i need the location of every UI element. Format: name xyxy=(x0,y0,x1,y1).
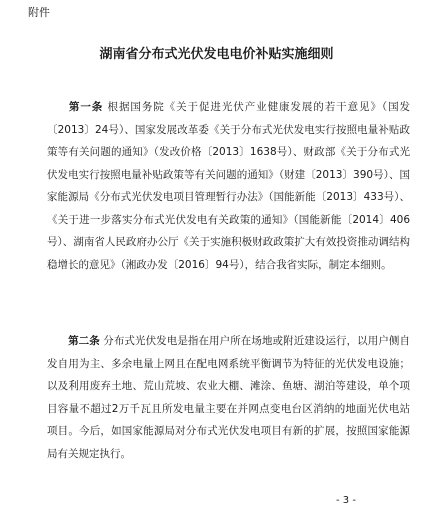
article-text: 分布式光伏发电是指在用户所在场地或附近建设运行，以用户侧自发自用为主、多余电量上网且在配电网系统平衡调节为特征的光伏发电设施；以及利用废弃土地、荒山荒坡、农业大棚、滩涂、鱼塘、湖泊等建设，单个项目容量不超过2万千瓦且所发电量主要在并网点变电台区消纳的地面光伏电站项目。今后，如国家能源局对分布式光伏发电项目有新的扩展，按照国家能源局有关规定执行。 xyxy=(47,335,411,460)
paragraph-article-2 xyxy=(47,330,410,465)
attachment-label: 附件 xyxy=(28,6,50,19)
document-title: 湖南省分布式光伏发电电价补贴实施细则 xyxy=(99,47,334,62)
page-number: - 3 - xyxy=(336,495,356,506)
article-number: 第二条 xyxy=(68,335,100,347)
article-number: 第一条 xyxy=(68,101,104,113)
paragraph-article-1 xyxy=(47,96,410,276)
article-text: 根据国务院《关于促进光伏产业健康发展的若干意见》（国发〔2013〕24号）、国家发展改革委《关于分布式光伏发电实行按照电量补贴政策等有关问题的通知》（发改价格〔2013〕1638号）、财政部《关于分布式光伏发电实行按照电量补贴政策等有关问题的通知》（财建〔2013〕390号）、国家能源局《分布式光伏发电项目管理暂行办法》（国能新能〔2013〕433号）、《关于进一步落实分布式光伏发电有关政策的通知》（国能新能〔2014〕406号）、湖南省人民政府办公厅《关于实施积极财政政策扩大有效投资推动调结构稳增长的意见》（湘政办发〔2016〕94号），结合我省实际，制定本细则。 xyxy=(47,101,411,271)
